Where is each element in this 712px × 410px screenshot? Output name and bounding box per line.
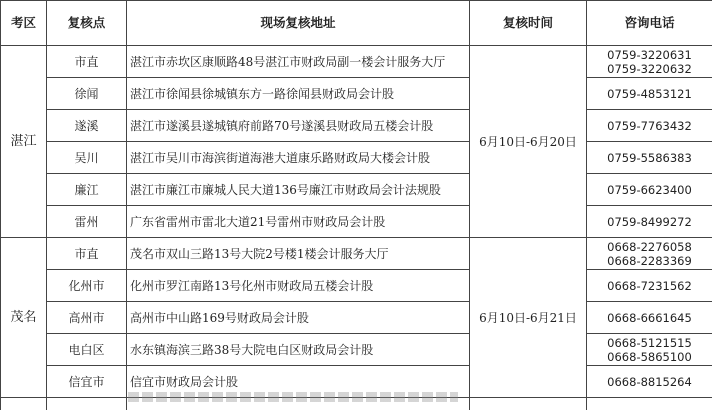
phone-cell bbox=[587, 334, 712, 366]
point-cell: 廉江 bbox=[47, 174, 127, 206]
phone-cell bbox=[587, 398, 712, 410]
phone-cell: 0759-8499272 bbox=[587, 206, 712, 238]
time-cell: 6月10日-6月20日 bbox=[470, 46, 587, 238]
phone-number: 0759-3220631 bbox=[587, 48, 712, 62]
phone-cell: 0668-8815264 bbox=[587, 366, 712, 398]
table-row bbox=[1, 302, 712, 334]
table-row bbox=[1, 270, 712, 302]
time-cell bbox=[470, 398, 587, 410]
time-cell: 6月10日-6月21日 bbox=[470, 238, 587, 398]
header-address: 现场复核地址 bbox=[127, 1, 470, 46]
address-cell: 水东镇海滨三路38号大院电白区财政局会计股 bbox=[127, 334, 470, 366]
point-cell: 吴川 bbox=[47, 142, 127, 174]
table-row bbox=[1, 142, 712, 174]
cut-off-text-fragment bbox=[128, 392, 458, 402]
address-cell: 湛江市徐闻县徐城镇东方一路徐闻县财政局会计股 bbox=[127, 78, 470, 110]
phone-number: 0668-2276058 bbox=[587, 240, 712, 254]
address-cell: 湛江市吴川市海滨街道海港大道康乐路财政局大楼会计股 bbox=[127, 142, 470, 174]
phone-number: 0668-5865100 bbox=[587, 350, 712, 364]
address-cell: 高州市中山路169号财政局会计股 bbox=[127, 302, 470, 334]
table-row bbox=[1, 206, 712, 238]
table-row bbox=[1, 174, 712, 206]
phone-cell bbox=[587, 238, 712, 270]
phone-cell: 0668-6661645 bbox=[587, 302, 712, 334]
phone-cell: 0759-5586383 bbox=[587, 142, 712, 174]
address-cell: 湛江市遂溪县遂城镇府前路70号遂溪县财政局五楼会计股 bbox=[127, 110, 470, 142]
region-cell bbox=[1, 398, 47, 410]
point-cell: 信宜市 bbox=[47, 366, 127, 398]
header-time: 复核时间 bbox=[470, 1, 587, 46]
table-row bbox=[1, 334, 712, 366]
address-cell: 湛江市廉江市廉城人民大道136号廉江市财政局会计法规股 bbox=[127, 174, 470, 206]
region-cell: 湛江 bbox=[1, 46, 47, 238]
address-cell: 化州市罗江南路13号化州市财政局五楼会计股 bbox=[127, 270, 470, 302]
table-row bbox=[1, 238, 712, 270]
phone-number: 0759-3220632 bbox=[587, 62, 712, 76]
address-cell: 茂名市双山三路13号大院2号楼1楼会计服务大厅 bbox=[127, 238, 470, 270]
point-cell: 电白区 bbox=[47, 334, 127, 366]
table-row bbox=[1, 46, 712, 78]
point-cell: 遂溪 bbox=[47, 110, 127, 142]
header-point: 复核点 bbox=[47, 1, 127, 46]
point-cell: 徐闻 bbox=[47, 78, 127, 110]
header-phone: 咨询电话 bbox=[587, 1, 712, 46]
table-row bbox=[1, 78, 712, 110]
region-cell: 茂名 bbox=[1, 238, 47, 398]
address-cell: 广东省雷州市雷北大道21号雷州市财政局会计股 bbox=[127, 206, 470, 238]
point-cell: 雷州 bbox=[47, 206, 127, 238]
point-cell bbox=[47, 398, 127, 410]
phone-cell: 0759-4853121 bbox=[587, 78, 712, 110]
phone-cell: 0759-7763432 bbox=[587, 110, 712, 142]
phone-number: 0668-2283369 bbox=[587, 254, 712, 268]
phone-cell bbox=[587, 46, 712, 78]
point-cell: 市直 bbox=[47, 238, 127, 270]
address-cell: 湛江市赤坎区康顺路48号湛江市财政局副一楼会计服务大厅 bbox=[127, 46, 470, 78]
point-cell: 化州市 bbox=[47, 270, 127, 302]
header-row bbox=[1, 1, 712, 46]
phone-cell: 0759-6623400 bbox=[587, 174, 712, 206]
point-cell: 高州市 bbox=[47, 302, 127, 334]
phone-cell: 0668-7231562 bbox=[587, 270, 712, 302]
header-region: 考区 bbox=[1, 1, 47, 46]
table-row bbox=[1, 110, 712, 142]
point-cell: 市直 bbox=[47, 46, 127, 78]
phone-number: 0668-5121515 bbox=[587, 336, 712, 350]
address-cell: 信宜市财政局会计股 bbox=[127, 366, 470, 398]
